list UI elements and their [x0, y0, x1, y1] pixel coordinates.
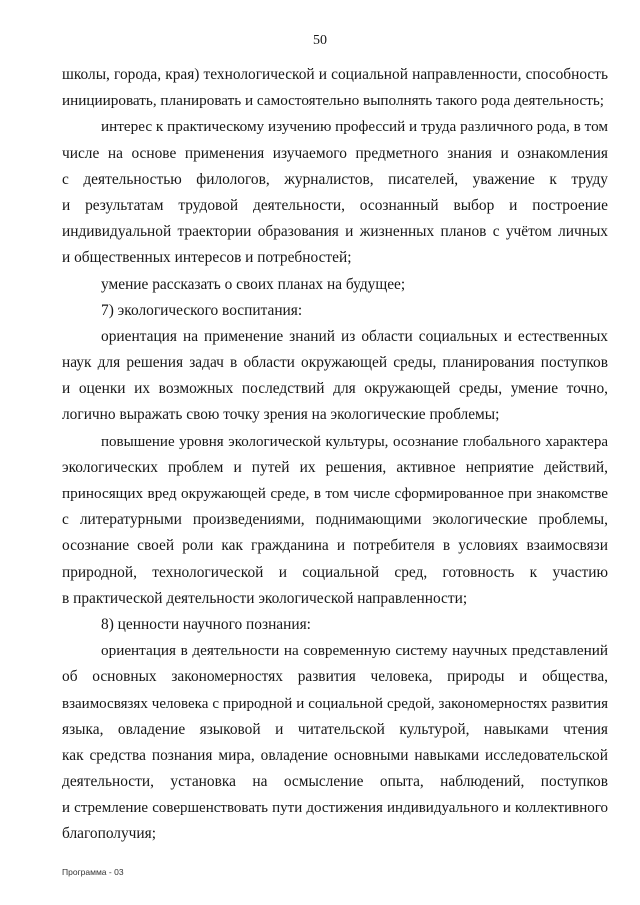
footer-program-label: Программа - 03: [62, 867, 124, 877]
text-line: инициировать, планировать и самостоятельно выполнять такого рода деятельность;: [62, 92, 604, 110]
text-line: деятельности, установка на осмысление опыта, наблюдений, поступков: [62, 773, 608, 791]
document-body: [62, 62, 608, 848]
text-line: и стремление совершенствовать пути достижения индивидуального и коллективного: [62, 800, 608, 817]
text-line: умение рассказать о своих планах на будущее;: [101, 275, 406, 293]
text-line: благополучия;: [62, 825, 157, 843]
text-line: как средства познания мира, овладение основными навыками исследовательской: [62, 746, 608, 764]
text-line: с литературными произведениями, поднимающими экологические проблемы,: [62, 511, 608, 529]
text-line: взаимосвязях человека с природной и социальной средой, закономерностях развития: [62, 695, 608, 712]
text-line: числе на основе применения изучаемого предметного знания и ознакомления: [62, 144, 608, 162]
text-line: ориентация на применение знаний из области социальных и естественных: [101, 327, 608, 345]
text-line: экологических проблем и путей их решения, активное неприятие действий,: [62, 458, 608, 476]
text-line: повышение уровня экологической культуры, осознание глобального характера: [101, 433, 608, 450]
text-line: школы, города, края) технологической и социальной направленности, способность: [62, 66, 608, 83]
text-line: и общественных интересов и потребностей;: [62, 249, 352, 267]
text-line: природной, технологической и социальной сред, готовность к участию: [62, 563, 608, 581]
text-line: с деятельностью филологов, журналистов, писателей, уважение к труду: [62, 170, 608, 188]
text-line: и оценки их возможных последствий для окружающей среды, умение точно,: [62, 380, 608, 398]
page-number: 50: [313, 33, 327, 48]
text-line: осознание своей роли как гражданина и потребителя в условиях взаимосвязи: [62, 537, 608, 555]
text-line: ориентация в деятельности на современную систему научных представлений: [101, 642, 608, 660]
text-line: индивидуальной траектории образования и жизненных планов с учётом личных: [62, 223, 608, 241]
text-line: в практической деятельности экологической направленности;: [62, 589, 468, 607]
text-line: интерес к практическому изучению профессий и труда различного рода, в том: [101, 118, 608, 136]
text-line: языка, овладение языковой и читательской культурой, навыками чтения: [62, 720, 608, 738]
text-line: об основных закономерностях развития человека, природы и общества,: [62, 668, 608, 686]
text-line: наук для решения задач в области окружающей среды, планирования поступков: [62, 354, 608, 372]
text-line: логично выражать свою точку зрения на экологические проблемы;: [62, 406, 500, 424]
text-line: и результатам трудовой деятельности, осознанный выбор и построение: [62, 196, 608, 214]
text-line: 8) ценности научного познания:: [101, 615, 311, 633]
text-line: 7) экологического воспитания:: [101, 301, 303, 319]
text-line: приносящих вред окружающей среде, в том числе сформированное при знакомстве: [62, 485, 608, 502]
